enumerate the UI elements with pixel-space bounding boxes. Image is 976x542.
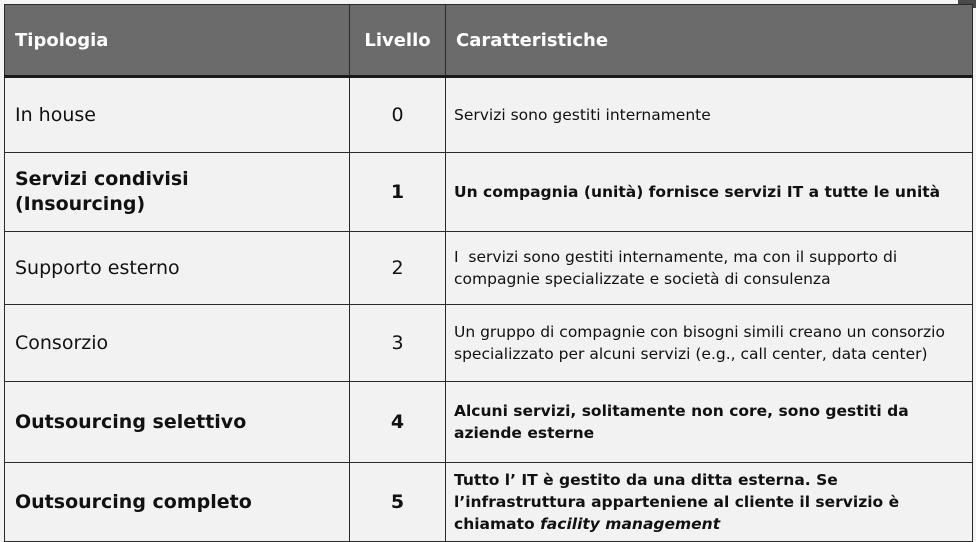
header-caratteristiche: Caratteristiche [446,5,973,77]
table-row [5,153,973,232]
row-level: 2 [350,232,446,305]
row-level: 1 [350,153,446,232]
row-description [446,305,973,382]
row-type: Supporto esterno [5,232,350,305]
outsourcing-table-container [4,4,972,533]
table-row [5,382,973,463]
header-livello: Livello [350,5,446,77]
row-description-line: l’infrastruttura apparteniene al cliente il servizio è [454,493,900,511]
row-type-line: Servizi condivisi [15,168,189,190]
row-level: 5 [350,463,446,542]
row-level: 0 [350,77,446,153]
description-italic-term: facility management [540,515,721,533]
row-type: In house [5,77,350,153]
row-description-line: Alcuni servizi, solitamente non core, sono gestiti da [454,402,909,420]
row-description-line [454,513,964,535]
row-description: Servizi sono gestiti internamente [446,77,973,153]
row-description-line: compagnie specializzate e società di consulenza [454,270,831,288]
table-row [5,77,973,153]
row-description [446,382,973,463]
row-description [446,232,973,305]
row-type-line: (Insourcing) [15,193,146,215]
row-description-line: I servizi sono gestiti internamente, ma con il supporto di [454,248,898,266]
table-row [5,463,973,542]
row-level: 4 [350,382,446,463]
description-prefix: chiamato [454,515,541,533]
row-description-line: Tutto l’ IT è gestito da una ditta esterna. Se [454,471,838,489]
row-description-line: aziende esterne [454,424,595,442]
row-level: 3 [350,305,446,382]
row-type: Consorzio [5,305,350,382]
row-description [446,463,973,542]
table-row [5,305,973,382]
row-type [5,153,350,232]
row-description: Un compagnia (unità) fornisce servizi IT a tutte le unità [446,153,973,232]
table-header-row [5,5,973,77]
table-row [5,232,973,305]
row-description-line: specializzato per alcuni servizi (e.g., call center, data center) [454,345,928,363]
row-description-line: Un gruppo di compagnie con bisogni simili creano un consorzio [454,323,945,341]
outsourcing-levels-table [4,4,973,542]
header-tipologia: Tipologia [5,5,350,77]
row-type: Outsourcing completo [5,463,350,542]
row-type: Outsourcing selettivo [5,382,350,463]
